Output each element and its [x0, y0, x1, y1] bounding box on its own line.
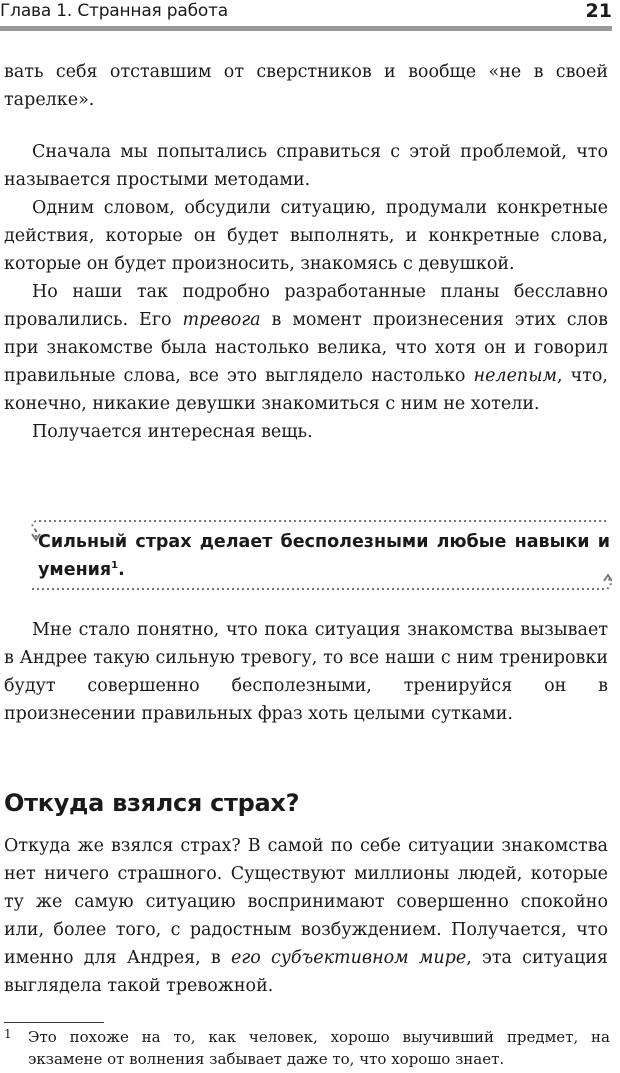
footnote-rule — [4, 1022, 104, 1023]
callout-box — [30, 520, 612, 590]
paragraph: Получается интересная вещь. — [32, 422, 313, 442]
text-block-section — [4, 832, 608, 1000]
emphasis-nelepym: нелепым — [473, 366, 557, 386]
footnote-text: Это похоже на то, как человек, хорошо выучивший предмет, на экзамене от волнения забывает даже то, что хорошо знает. — [28, 1028, 610, 1068]
text-block-top — [4, 58, 608, 446]
paragraph: Мне стало понятно, что пока ситуация знакомства вызывает в Андрее такую сильную тревогу, то все наши с ним тренировки будут совершенно бесполезными, тренируйся он в произнесении правильных фраз хоть целыми сутками. — [4, 620, 608, 724]
paragraph: Но наши так подробно разработанные планы бесславно провалились. Его тревога в момент произнесения этих слов при знакомстве была настолько велика, что хотя он и говорил правильные слова, все это выглядело настолько нелепым, что, конечно, никакие девушки знакомиться с ним не хотели. — [4, 282, 609, 414]
page-number: 21 — [585, 0, 612, 22]
emphasis-subjective-world: его субъективном мире — [231, 948, 467, 968]
paragraph: Сначала мы попытались справиться с этой проблемой, что называется простыми методами. — [4, 142, 608, 190]
text-block-middle — [4, 616, 608, 728]
footnote — [4, 1026, 610, 1070]
chapter-title: Глава 1. Странная работа — [0, 1, 228, 21]
footnote-mark: 1 — [4, 1027, 12, 1041]
paragraph: Одним словом, обсудили ситуацию, продумали конкретные действия, которые он будет выполнять, и конкретные слова, которые он будет произносить, знакомясь с девушкой. — [4, 198, 608, 274]
emphasis-trevoga: тревога — [182, 310, 261, 330]
footnote-reference[interactable]: 1 — [111, 560, 119, 571]
paragraph-continued: вать себя отставшим от сверстников и вообще «не в своей тарелке». — [4, 62, 608, 110]
header-rule — [0, 26, 612, 31]
section-heading: Откуда взялся страх? — [4, 789, 300, 817]
callout-text: Сильный страх делает бесполезными любые навыки и умения$^1$. — [38, 532, 610, 580]
running-header — [0, 0, 612, 22]
paragraph: Откуда же взялся страх? В самой по себе ситуации знакомства нет ничего страшного. Существуют миллионы людей, которые ту же самую ситуацию воспринимают совершенно спокойно или, более того, с радостным возбуждением. Получается, что именно для Андрея, в его субъективном мире, эта ситуация выглядела такой тревожной. — [4, 836, 608, 996]
